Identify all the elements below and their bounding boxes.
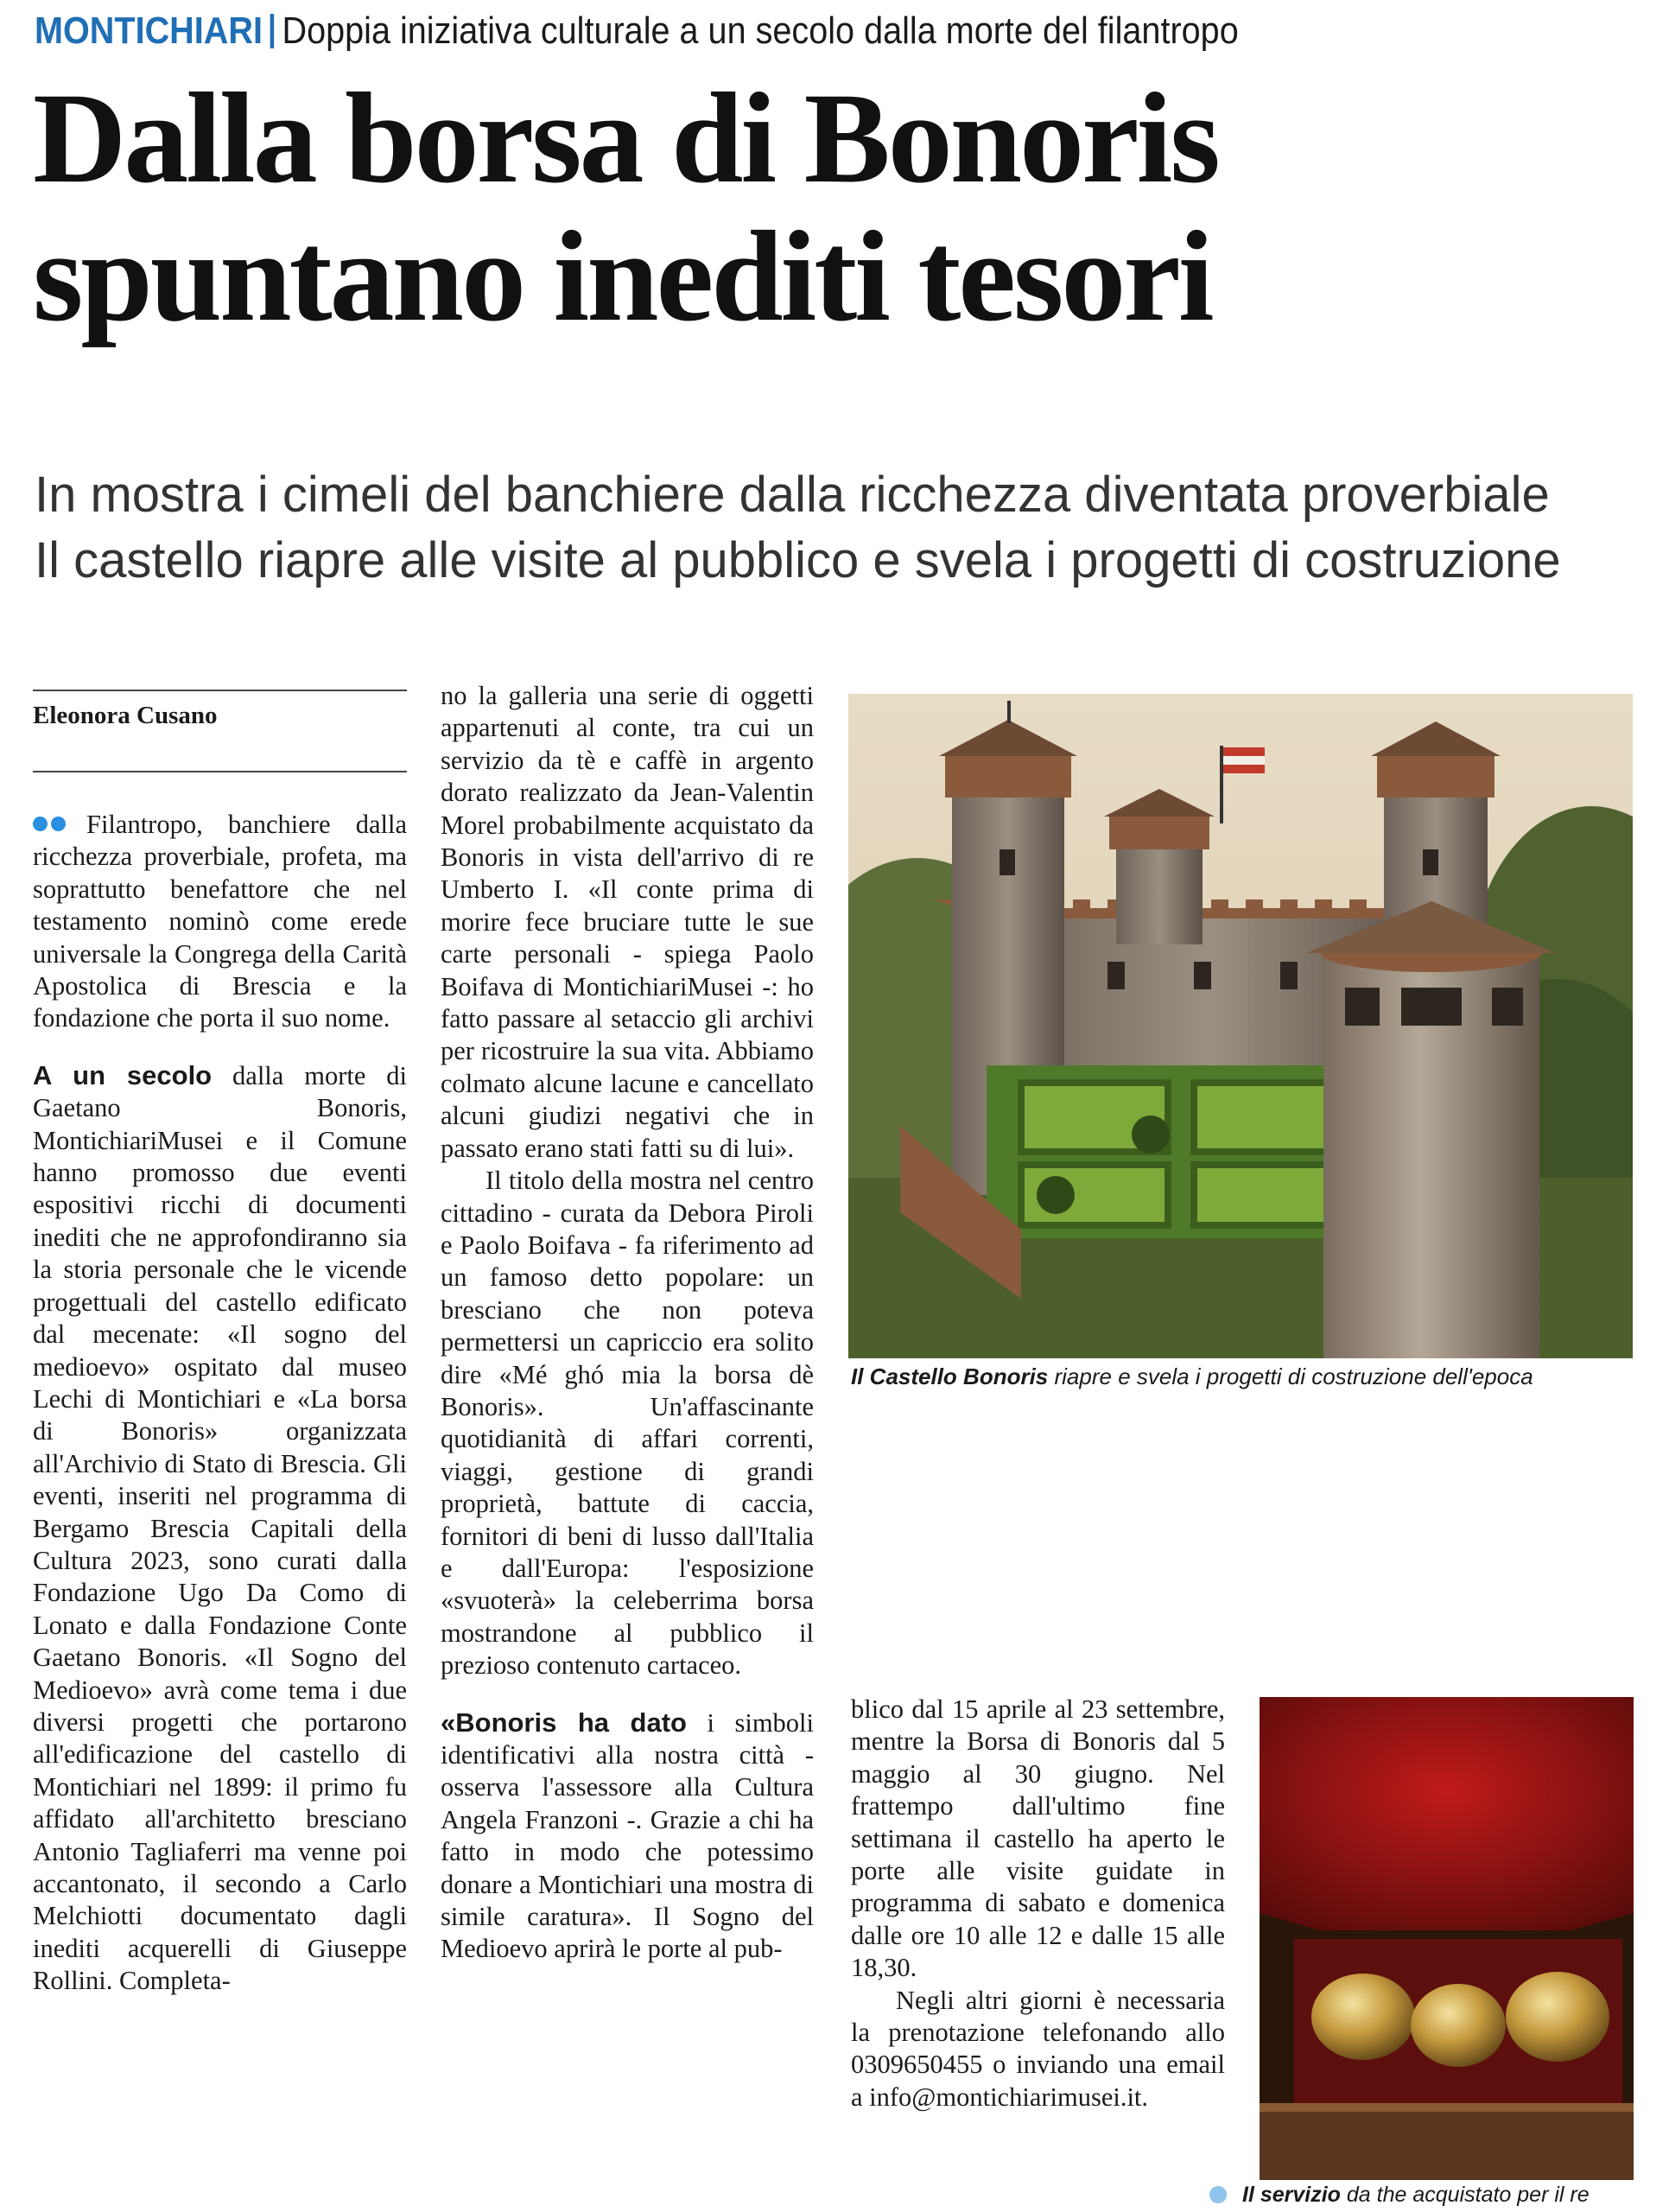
paragraph-text: no la galleria una serie di oggetti appartenuti al conte, tra cui un servizio da tè e caffè in argento dorato realizzato da Jean-Valentin Morel probabilmente acquistato da Bonoris in vista dell'arrivo di re Umberto I. «Il conte prima di morire fece bruciare tutte le sue carte personali - spiega Paolo Boifava di MontichiariMusei -: ho fatto passare al setaccio gli archivi per ricostruire la sua vita. Abbiamo colmato alcune lacune e cancellato alcuni giudizi negativi che in passato erano stati fatti su di lui». <box>441 681 814 1163</box>
kicker <box>35 5 1239 57</box>
paragraph-text: i simboli identificativi alla nostra città - osserva l'assessore alla Cultura Angela Franzoni -. Grazie a chi ha fatto in modo che potessimo donare a Montichiari una mostra di simile caratura». Il Sogno del Medioevo aprirà le porte al pub- <box>441 1707 814 1964</box>
paragraph-text: Filantropo, banchiere dalla ricchezza proverbiale, profeta, ma soprattutto benefattore che nel testamento nominò come erede universale la Congrega della Carità Apostolica di Brescia e la fondazione che porta il suo nome. <box>33 810 407 1033</box>
tea-service-illustration <box>1260 1697 1634 2180</box>
headline <box>33 69 1640 346</box>
caption-text: riapre e svela i progetti di costruzione dell'epoca <box>1054 1363 1533 1389</box>
paragraph <box>441 1165 814 1682</box>
paragraph <box>33 1059 407 1998</box>
kicker-separator <box>270 14 275 48</box>
paragraph-text: dalla morte di Gaetano Bonoris, MontichiariMusei e il Comune hanno promosso due eventi espositivi ricchi di documenti inediti che ne approfondiranno sia la storia personale che le vicende progettuali del castello edificato dal mecenate: «Il sogno del medioevo» ospitato dal museo Lechi di Montichiari e «La borsa di Bonoris» organizzata all'Archivio di Stato di Brescia. Gli eventi, inseriti nel programma di Bergamo Brescia Capitali della Cultura 2023, sono curati dalla Fondazione Ugo Da Como di Lonato e dalla Fondazione Conte Gaetano Bonoris. «Il Sogno del Medioevo» avrà come tema i due diversi progetti che portarono all'edificazione del castello di Montichiari nel 1899: il primo fu affidato all'architetto bresciano Antonio Tagliaferri ma venne poi accantonato, il secondo a Carlo Melchiotti documentato dagli inediti acquerelli di Giuseppe Rollini. Completa- <box>33 1060 408 1996</box>
bullet-dots-icon <box>33 809 86 841</box>
paragraph-text: Negli altri giorni è necessaria la prenotazione telefonando allo 0309650455 o inviando una email a info@montichiarimusei.it. <box>851 1985 1225 2112</box>
castle-illustration <box>848 694 1633 1358</box>
article-column-2 <box>441 680 814 1966</box>
paragraph <box>851 1985 1225 2114</box>
paragraph <box>441 1707 814 1966</box>
paragraph <box>851 1694 1225 1985</box>
paragraph-lead: A un secolo <box>33 1059 213 1090</box>
caption-bold: Il Castello Bonoris <box>851 1363 1049 1389</box>
subheadline-line-2: Il castello riapre alle visite al pubblico e svela i progetti di costruzione <box>35 532 1561 588</box>
caption-text: da the acquistato per il re <box>1346 2183 1590 2207</box>
paragraph-text: Il titolo della mostra nel centro cittadino - curata da Debora Piroli e Paolo Boifava - fa riferimento ad un famoso detto popolare: un bresciano che non poteva permettersi un capriccio era solito dire «Mé ghó mia la borsa dè Bonoris». Un'affascinante quotidianità di affari correnti, viaggi, gestione di grandi proprietà, battute di caccia, fornitori di beni di lusso dall'Italia e dall'Europa: l'esposizione «svuoterà» la celeberrima borsa mostrandone al pubblico il prezioso contenuto cartaceo. <box>441 1166 814 1681</box>
subheadline-line-1: In mostra i cimeli del banchiere dalla ricchezza diventata proverbiale <box>35 467 1550 523</box>
tea-service-photo <box>1260 1697 1634 2180</box>
kicker-location: MONTICHIARI <box>35 10 263 52</box>
byline-rule-bottom <box>33 771 407 772</box>
article-column-1 <box>33 809 407 1998</box>
caption-dot-icon <box>1209 2186 1227 2203</box>
caption-bold: Il servizio <box>1242 2183 1341 2207</box>
byline-rule-top <box>33 690 407 691</box>
headline-line-2: spuntano inediti tesori <box>33 205 1212 348</box>
paragraph <box>441 680 814 1165</box>
castle-photo <box>848 694 1633 1358</box>
article-column-3 <box>851 1694 1225 2113</box>
kicker-text: Doppia iniziativa culturale a un secolo dalla morte del filantropo <box>282 10 1239 52</box>
castle-photo-caption <box>851 1363 1637 1390</box>
subheadline <box>35 462 1641 594</box>
headline-line-1: Dalla borsa di Bonoris <box>33 67 1218 210</box>
paragraph <box>33 809 407 1035</box>
paragraph-text: blico dal 15 aprile al 23 settembre, mentre la Borsa di Bonoris dal 5 maggio al 30 giugno. Nel frattempo dall'ultimo fine settimana il castello ha aperto le porte alle visite guidate in programma di sabato e domenica dalle ore 10 alle 12 e dalle 15 alle 18,30. <box>851 1694 1225 1983</box>
paragraph-lead: «Bonoris ha dato <box>441 1707 687 1738</box>
tea-service-caption <box>1209 2183 1641 2208</box>
byline: Eleonora Cusano <box>33 702 218 729</box>
